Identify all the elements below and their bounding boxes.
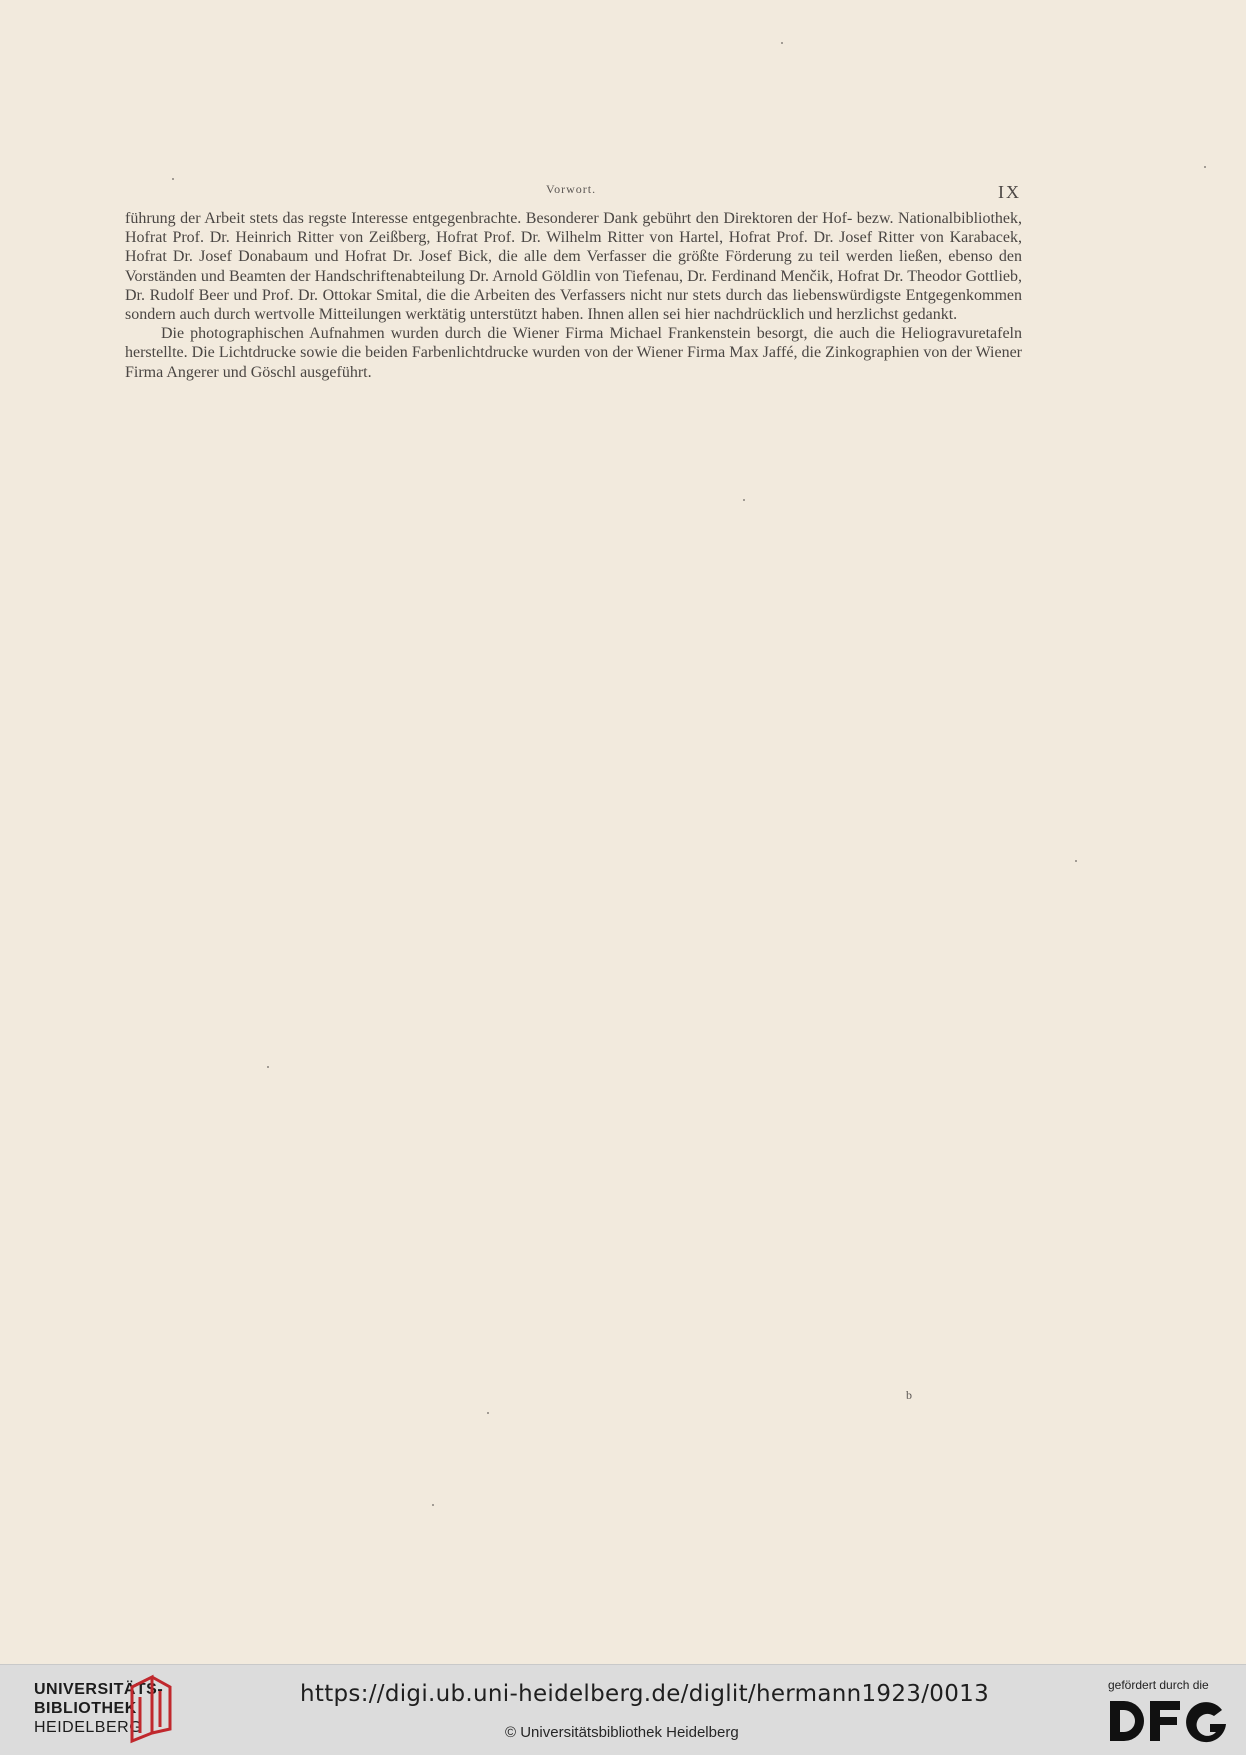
signature-mark: b [906, 1388, 912, 1402]
paper-speck [743, 499, 745, 501]
paper-speck [1204, 166, 1206, 168]
logo-line-3: HEIDELBERG [34, 1719, 143, 1736]
paper-speck [267, 1066, 269, 1068]
paper-speck [1075, 860, 1077, 862]
logo-line-1: UNIVERSITÄTS- [34, 1681, 164, 1698]
paragraph-2: Die photographischen Aufnahmen wurden durch die Wiener Firma Michael Frankenstein besorgt, die auch die Heliogravuretafeln herstellte. Die Lichtdrucke sowie die beiden Farbenlichtdrucke wurden von der Wiener Firma Max Jaffé, die Zinkographien von der Wiener Firma Angerer und Göschl ausgeführt. [125, 325, 1022, 381]
copyright-notice: © Universitätsbibliothek Heidelberg [505, 1724, 739, 1741]
paper-speck [172, 178, 174, 180]
funding-label: gefördert durch die [1108, 1678, 1209, 1692]
permalink-url[interactable]: https://digi.ub.uni-heidelberg.de/diglit/hermann1923/0013 [300, 1681, 990, 1707]
body-text [125, 209, 1022, 382]
logo-line-2: BIBLIOTHEK [34, 1700, 137, 1717]
page-number: IX [998, 182, 1021, 202]
running-head: Vorwort. [546, 182, 597, 196]
ub-logo-mark-icon [126, 1673, 176, 1745]
footer-bar [0, 1664, 1246, 1755]
paper-speck [781, 42, 783, 44]
paper-speck [432, 1504, 434, 1506]
paper-speck [487, 1412, 489, 1414]
dfg-logo-icon[interactable] [1108, 1697, 1228, 1745]
paragraph-1: führung der Arbeit stets das regste Interesse entgegenbrachte. Besonderer Dank gebührt den Direktoren der Hof- bezw. Nationalbibliothek, Hofrat Prof. Dr. Heinrich Ritter von Zeißberg, Hofrat Prof. Dr. Wilhelm Ritter von Hartel, Hofrat Prof. Dr. Josef Ritter von Karabacek, Hofrat Dr. Josef Donabaum und Hofrat Dr. Josef Bick, die alle dem Verfasser die größte Förderung zu teil werden ließen, ebenso den Vorständen und Beamten der Handschriftenabteilung Dr. Arnold Göldlin von Tiefenau, Dr. Ferdinand Menčik, Hofrat Dr. Theodor Gottlieb, Dr. Rudolf Beer und Prof. Dr. Ottokar Smital, die die Arbeiten des Verfassers nicht nur stets durch das liebenswürdigste Entgegenkommen sondern auch durch wertvolle Mitteilungen werktätig unterstützt haben. Ihnen allen sei hier nachdrücklich und herzlichst gedankt. [125, 210, 1022, 324]
